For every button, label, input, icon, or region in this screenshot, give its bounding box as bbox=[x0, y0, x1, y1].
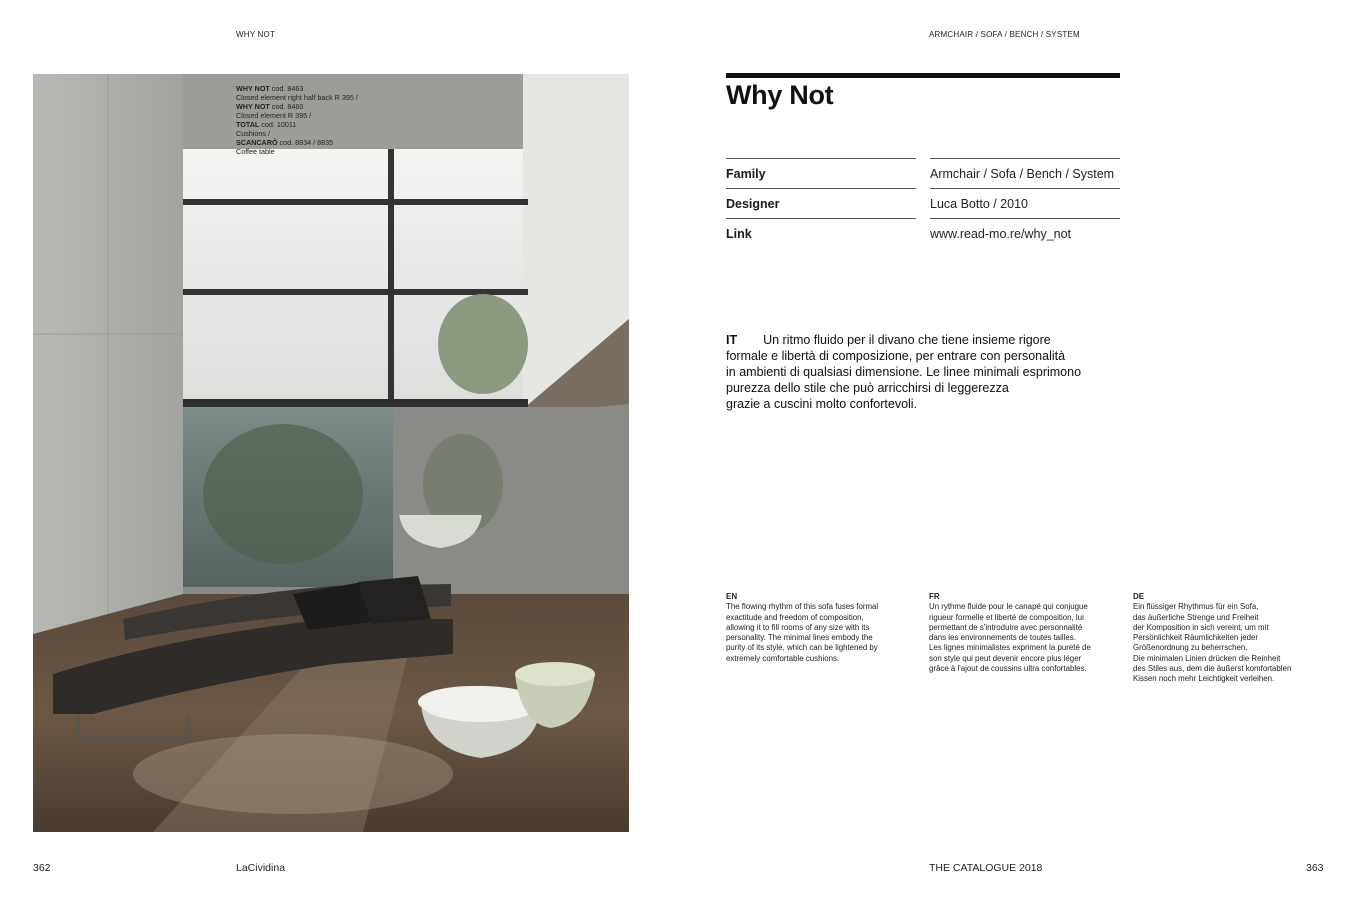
caption-product-name: TOTAL bbox=[236, 120, 260, 129]
description-de-line: des Stiles aus, dem die äußerst komfortablen bbox=[1133, 664, 1292, 674]
running-head-right: ARMCHAIR / SOFA / BENCH / SYSTEM bbox=[929, 30, 1080, 39]
running-head-left: WHY NOT bbox=[236, 30, 276, 39]
caption-text: cod. 8460 bbox=[269, 102, 304, 111]
description-fr-line: grâce à l'ajout de coussins ultra confortables. bbox=[929, 664, 1087, 674]
description-it-line-1: formale e libertà di composizione, per entrare con personalità bbox=[726, 349, 1066, 363]
description-fr bbox=[929, 592, 1129, 674]
description-it-line-4: grazie a cuscini molto confortevoli. bbox=[726, 397, 918, 411]
description-en-line: allowing it to fill rooms of any size with its bbox=[726, 622, 870, 632]
description-it-line-2: in ambienti di qualsiasi dimensione. Le linee minimali esprimono bbox=[726, 365, 1082, 379]
description-it-line-0: IT Un ritmo fluido per il divano che tiene insieme rigore bbox=[726, 333, 1051, 347]
description-fr-line: Un rythme fluide pour le canapé qui conjugue bbox=[929, 602, 1088, 612]
description-de-line: das äußerliche Strenge und Freiheit bbox=[1133, 612, 1259, 622]
spec-table bbox=[726, 158, 1120, 248]
description-de bbox=[1133, 592, 1338, 685]
description-en-line: extremely comfortable cushions. bbox=[726, 653, 840, 663]
caption-product-name: WHY NOT bbox=[236, 102, 270, 111]
lang-tag-fr: FR bbox=[929, 592, 940, 601]
description-it bbox=[726, 332, 1126, 412]
lang-tag-en: EN bbox=[726, 592, 738, 601]
lang-tag-it: IT bbox=[726, 333, 738, 347]
spec-value: Armchair / Sofa / Bench / System bbox=[930, 167, 1115, 181]
description-fr-line: dans les environnements de toutes tailles. bbox=[929, 633, 1076, 643]
caption-text: cod. 8463 bbox=[269, 84, 304, 93]
caption-text: Cushions / bbox=[236, 129, 270, 138]
caption-product-name: SCANCARÒ bbox=[236, 138, 278, 147]
description-de-line: Größenordnung zu beherrschen. bbox=[1133, 643, 1248, 653]
description-en bbox=[726, 592, 921, 664]
caption-line bbox=[236, 93, 358, 102]
description-de-line: Die minimalen Linien drücken die Reinheit bbox=[1133, 653, 1281, 663]
spec-row-link bbox=[726, 218, 1120, 248]
description-fr-line: rigueur formelle et liberté de composition, lui bbox=[929, 612, 1084, 622]
caption-line bbox=[236, 129, 358, 138]
description-en-line: personality. The minimal lines embody the bbox=[726, 633, 873, 643]
product-title: Why Not bbox=[726, 80, 834, 110]
caption-line bbox=[236, 120, 358, 129]
description-de-line: der Komposition in sich vereint, um mit bbox=[1133, 622, 1269, 632]
title-rule bbox=[726, 73, 1120, 78]
product-link[interactable]: www.read-mo.re/why_not bbox=[930, 227, 1072, 241]
caption-text: Closed element R 395 / bbox=[236, 111, 312, 120]
caption-text: cod. 10011 bbox=[259, 120, 297, 129]
caption-line bbox=[236, 138, 358, 147]
footer-catalogue: THE CATALOGUE 2018 bbox=[929, 862, 1043, 874]
page-number-right: 363 bbox=[1306, 862, 1324, 874]
spec-row-designer bbox=[726, 188, 1120, 218]
page-number-left: 362 bbox=[33, 862, 51, 874]
spec-row-family bbox=[726, 158, 1120, 188]
spec-label: Designer bbox=[726, 197, 780, 211]
interior-illustration bbox=[33, 74, 629, 832]
caption-product-name: WHY NOT bbox=[236, 84, 270, 93]
footer-brand: LaCividina bbox=[236, 862, 286, 874]
caption-line bbox=[236, 111, 358, 120]
description-de-line: Ein flüssiger Rhythmus für ein Sofa, bbox=[1133, 602, 1259, 612]
photo-caption bbox=[236, 84, 358, 156]
caption-text: Coffee table bbox=[236, 147, 275, 156]
description-fr-line: Les lignes minimalistes expriment la pureté de bbox=[929, 643, 1091, 653]
caption-text: Closed element right half back R 395 / bbox=[236, 93, 358, 102]
spec-label: Family bbox=[726, 167, 766, 181]
spec-label: Link bbox=[726, 227, 752, 241]
description-en-line: purity of its style, which can be lightened by bbox=[726, 643, 878, 653]
caption-text: cod. 8834 / 8835 bbox=[277, 138, 334, 147]
description-en-line: exactitude and freedom of composition, bbox=[726, 612, 864, 622]
caption-lines bbox=[236, 84, 358, 156]
description-fr-line: permettant de s'introduire avec personnalité bbox=[929, 622, 1083, 632]
description-de-line: Persönlichkeit Räumlichkeiten jeder bbox=[1133, 633, 1258, 643]
description-de-line: Kissen noch mehr Leichtigkeit verleihen. bbox=[1133, 674, 1275, 684]
lang-tag-de: DE bbox=[1133, 592, 1145, 601]
description-it-line-3: purezza dello stile che può arricchirsi di leggerezza bbox=[726, 381, 1009, 395]
caption-line bbox=[236, 102, 358, 111]
caption-line bbox=[236, 147, 358, 156]
description-en-line: The flowing rhythm of this sofa fuses formal bbox=[726, 602, 879, 612]
caption-line bbox=[236, 84, 358, 93]
spec-value: Luca Botto / 2010 bbox=[930, 197, 1028, 211]
product-photo bbox=[33, 74, 629, 832]
description-fr-line: son style qui peut devenir encore plus léger bbox=[929, 653, 1082, 663]
